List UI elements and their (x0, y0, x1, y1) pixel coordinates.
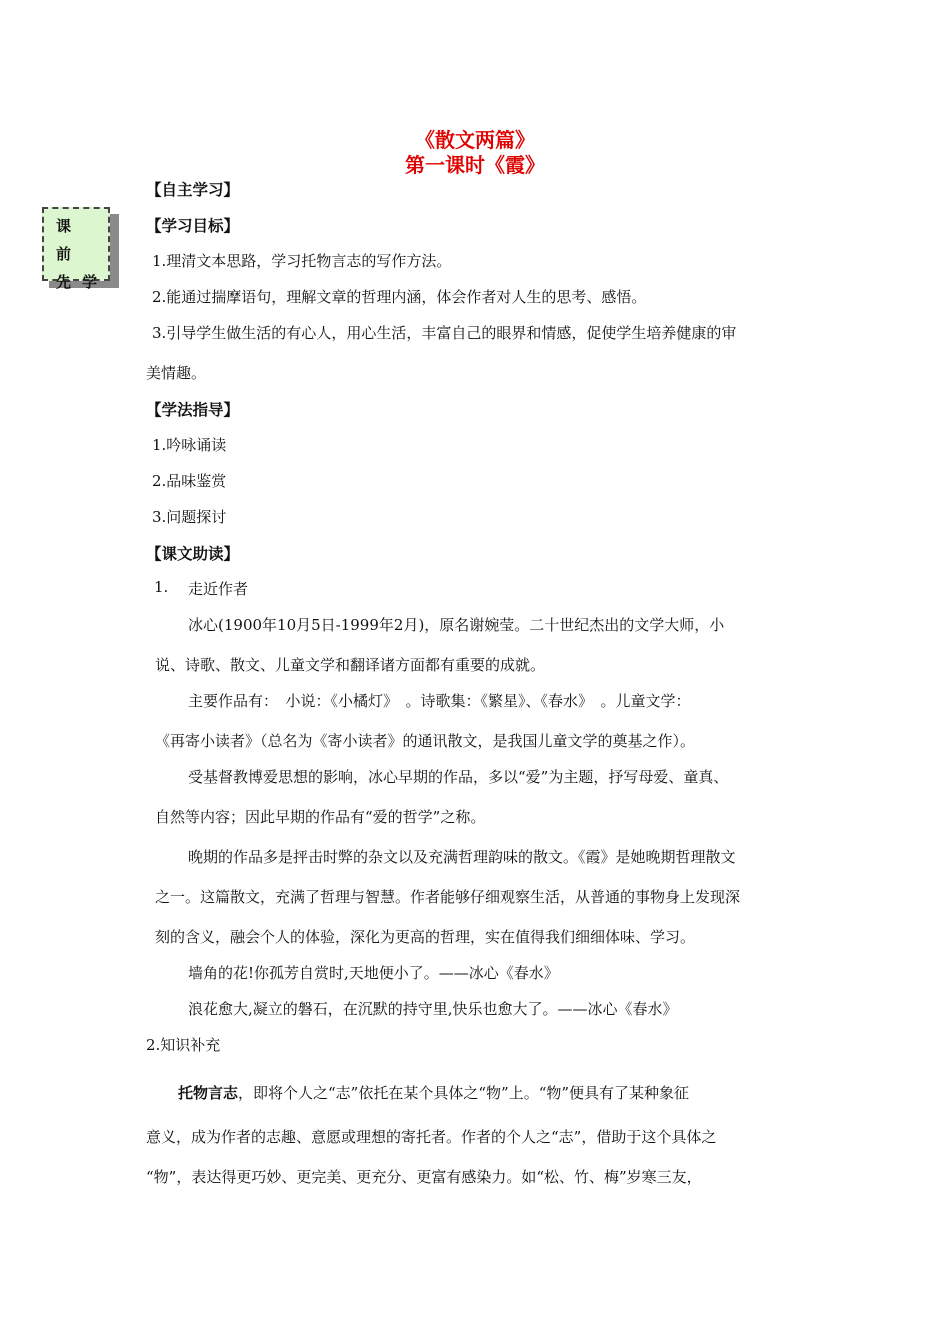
early-works-line: 自然等内容；因此早期的作品有“爱的哲学”之称。 (155, 808, 486, 826)
goal-item-continuation: 美情趣。 (146, 364, 207, 382)
section-heading-goals: 【学习目标】 (146, 217, 240, 235)
knowledge-line: “物”，表达得更巧妙、更完美、更充分、更富有感染力。如“松、竹、梅”岁寒三友， (146, 1168, 702, 1186)
section-heading-method: 【学法指导】 (146, 401, 240, 419)
goal-item: 3.引导学生做生活的有心人，用心生活，丰富自己的眼界和情感，促使学生培养健康的审 (152, 324, 737, 342)
page-subtitle: 第一课时《霞》 (405, 153, 545, 177)
early-works-line: 受基督教博爱思想的影响，冰心早期的作品，多以“爱”为主题，抒写母爱、童真、 (188, 768, 729, 786)
knowledge-line: 意义，成为作者的志趣、意愿或理想的寄托者。作者的个人之“志”，借助于这个具体之 (146, 1128, 717, 1146)
method-item: 2.品味鉴赏 (152, 472, 227, 490)
side-label-char: 学 (82, 273, 98, 291)
late-works-line: 晚期的作品多是抨击时弊的杂文以及充满哲理韵味的散文。《霞》是她晚期哲理散文 (188, 848, 736, 866)
knowledge-line (178, 1082, 689, 1103)
works-line: 《再寄小读者》（总名为《寄小读者》的通讯散文，是我国儿童文学的奠基之作）。 (155, 732, 696, 750)
quote-line: 墙角的花!你孤芳自赏时,天地便小了。——冰心《春水》 (188, 964, 559, 982)
page-title: 《散文两篇》 (415, 128, 535, 152)
side-label-char: 前 (56, 245, 72, 263)
knowledge-text: ，即将个人之“志”依托在某个具体之“物”上。“物”便具有了某种象征 (238, 1084, 690, 1102)
side-label-char: 先 (56, 273, 72, 291)
late-works-line: 之一。这篇散文，充满了哲理与智慧。作者能够仔细观察生活，从普通的事物身上发现深 (155, 888, 741, 906)
side-label-box (42, 207, 110, 291)
works-line: 主要作品有： 小说：《小橘灯》 。诗歌集：《繁星》、《春水》 。儿童文学： (188, 692, 691, 710)
late-works-line: 刻的含义，融会个人的体验，深化为更高的哲理，实在值得我们细细体味、学习。 (155, 928, 696, 946)
reading-item-title: 走近作者 (188, 580, 249, 598)
author-paragraph-line: 说、诗歌、散文、儿童文学和翻译诸方面都有重要的成就。 (155, 656, 546, 674)
goal-item: 1.理清文本思路，学习托物言志的写作方法。 (152, 252, 452, 270)
reading-item-number: 1. (154, 578, 169, 596)
section-heading-self-study: 【自主学习】 (146, 181, 240, 199)
quote-line: 浪花愈大,凝立的磐石，在沉默的持守里,快乐也愈大了。——冰心《春水》 (188, 1000, 678, 1018)
knowledge-heading: 2.知识补充 (146, 1036, 221, 1054)
method-item: 3.问题探讨 (152, 508, 227, 526)
author-paragraph-line: 冰心(1900年10月5日-1999年2月)，原名谢婉莹。二十世纪杰出的文学大师，小 (188, 616, 725, 634)
knowledge-term: 托物言志 (178, 1084, 239, 1102)
side-label-char: 课 (56, 217, 72, 235)
goal-item: 2.能通过揣摩语句，理解文章的哲理内涵，体会作者对人生的思考、感悟。 (152, 288, 647, 306)
method-item: 1.吟咏诵读 (152, 436, 227, 454)
section-heading-reading: 【课文助读】 (146, 545, 240, 563)
